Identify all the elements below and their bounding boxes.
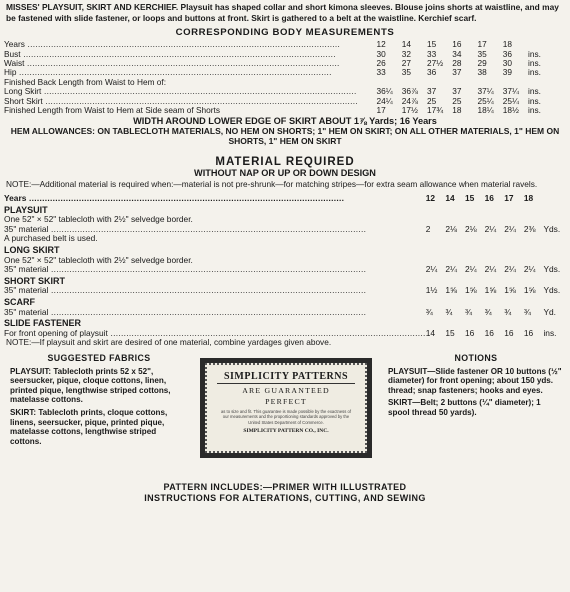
years-label: Years ..... [4, 194, 426, 204]
measurement-label: Finished Length from Waist to Hem at Side seam of Shorts [4, 106, 220, 116]
measurement-value: 18½ [502, 105, 519, 116]
certificate-frame [205, 363, 367, 453]
measurement-value: 18 [452, 105, 462, 116]
measurement-value: 25¼ [502, 95, 519, 106]
material-line-text: A purchased belt is used. [4, 233, 98, 244]
certificate-guarantee-2: PERFECT [265, 396, 307, 406]
material-value: 1⅝ [464, 285, 477, 296]
material-value: 1⅝ [523, 285, 536, 296]
measurement-value: 30 [502, 58, 513, 68]
fabrics-playsuit: PLAYSUIT: Tablecloth prints 52 x 52", seersucker, pique, cloque cottons, linen, printed pique, lengthwise striped cottons, matelasse cottons. [10, 366, 171, 405]
material-unit: ins. [543, 327, 557, 338]
measurement-value: 17½ [401, 105, 418, 116]
measurement-value: 17¾ [427, 105, 444, 116]
material-footnote: NOTE:—If playsuit and skirt are desired of one material, combine yardages given above. [6, 337, 332, 348]
measurement-value: 38 [477, 67, 487, 78]
fabrics-skirt: SKIRT: Tablecloth prints, cloque cottons, linens, seersucker, pique, printed pique, matelasse cottons, lengthwise striped cottons. [10, 407, 168, 446]
measurements-heading: CORRESPONDING BODY MEASUREMENTS [175, 27, 395, 39]
material-value: ¾ [523, 306, 531, 317]
notions-title: NOTIONS [454, 352, 498, 363]
certificate-title: SIMPLICITY PATTERNS [217, 371, 355, 384]
material-table [4, 194, 566, 338]
guarantee-certificate [200, 358, 372, 458]
material-line-text: For front opening of playsuit ..... [4, 329, 426, 339]
measurement-label: Hip ..... [4, 68, 377, 77]
measurement-value: 33 [376, 67, 386, 78]
material-value: 2¼ [445, 264, 457, 275]
material-value: 16 [484, 327, 494, 338]
material-line [4, 234, 566, 244]
material-section-title: LONG SKIRT [4, 245, 60, 255]
measurement-value: 35 [401, 67, 412, 78]
measurement-value: 36 [502, 48, 513, 59]
measurements-table [4, 40, 566, 115]
year-value: 15 [464, 193, 475, 204]
bottom-section [4, 354, 566, 482]
measurement-value: 18 [502, 39, 513, 50]
measurement-value: 24⅞ [401, 95, 418, 106]
material-value: ¾ [464, 306, 472, 317]
measurement-value: 12 [376, 39, 386, 50]
material-value: 2¼ [504, 264, 516, 275]
certificate-fine-print: as to size and fit. This guarantee is made possible by the exactness of our measurements and the proportioning standards approved by the United States Department of Commerce. [220, 408, 352, 425]
measurement-unit: ins. [528, 105, 541, 116]
measurement-value: 18¼ [477, 105, 494, 116]
measurement-label: Bust ..... [4, 50, 377, 59]
measurement-value: 16 [452, 39, 462, 50]
material-value: 2¼ [425, 264, 438, 275]
measurement-label: Years ..... [4, 40, 377, 49]
material-line [4, 308, 566, 318]
includes-line-1: PATTERN INCLUDES:—PRIMER WITH ILLUSTRATED [163, 481, 407, 492]
material-section-title: SCARF [4, 296, 35, 307]
measurement-value: 36¼ [376, 86, 393, 97]
material-unit: Yds. [543, 223, 561, 234]
measurement-value: 28 [452, 58, 462, 68]
measurement-value: 36 [427, 67, 437, 78]
material-section-title: SHORT SKIRT [4, 275, 66, 286]
measurement-value: 24¼ [376, 95, 393, 106]
measurement-value: 14 [401, 39, 412, 50]
material-line-text: 35" material ..... [4, 308, 426, 318]
measurement-value: 25 [452, 95, 462, 106]
measurement-value: 25¼ [477, 95, 494, 106]
instruction-sheet [4, 2, 566, 504]
includes-line-2: INSTRUCTIONS FOR ALTERATIONS, CUTTING, AND SEWING [144, 492, 426, 503]
measurement-label: Finished Back Length from Waist to Hem of: [4, 77, 167, 87]
measurement-unit: ins. [528, 86, 541, 97]
measurement-row [4, 68, 566, 77]
notions-playsuit: PLAYSUIT—Slide fastener OR 10 buttons (½" diameter) for front opening; about 150 yds. thread; snap fasteners; hooks and eyes. [388, 366, 562, 395]
measurement-value: 25 [427, 95, 437, 106]
year-value: 12 [425, 193, 436, 204]
material-value: 2¼ [484, 223, 497, 234]
measurement-value: 17 [376, 105, 386, 116]
measurement-value: 34 [452, 48, 462, 59]
material-value: 16 [504, 327, 514, 338]
material-line [4, 256, 566, 266]
material-unit: Yds. [543, 285, 561, 296]
intro-lead: MISSES' PLAYSUIT, SKIRT AND KERCHIEF. [6, 2, 179, 12]
material-line-text: 35" material ..... [4, 225, 426, 235]
measurement-value: 27½ [427, 58, 444, 68]
measurement-unit: ins. [528, 48, 541, 59]
year-value: 16 [484, 193, 494, 204]
measurement-value: 39 [502, 67, 513, 78]
material-value: 2⅜ [523, 223, 536, 234]
material-value: ¾ [484, 306, 492, 317]
material-line [4, 215, 566, 225]
material-section-row [4, 275, 566, 287]
material-section-row [4, 317, 566, 329]
material-value: 1½ [425, 285, 438, 296]
intro-text: Playsuit has shaped collar and short kimona sleeves. Blouse joins shorts at waistline, and may be fastened with slide fastener, or loops and buttons at front. Skirt is gathered to a belt at the waistline. Kerchief scarf. [6, 2, 559, 23]
material-heading: MATERIAL REQUIRED [215, 156, 355, 169]
material-line [4, 286, 566, 296]
measurement-value: 36⅞ [401, 86, 418, 97]
material-value: 2¼ [523, 264, 536, 275]
material-value: ¾ [425, 306, 433, 317]
material-line-text: One 52" × 52" tablecloth with 2½" selvedge border. [4, 254, 193, 265]
fabrics-title: SUGGESTED FABRICS [47, 352, 151, 363]
material-section-title: SLIDE FASTENER [4, 318, 82, 329]
material-value: 1⅝ [504, 285, 516, 296]
measurement-value: 33 [427, 48, 437, 59]
year-value: 18 [523, 193, 534, 204]
width-note: WIDTH AROUND LOWER EDGE OF SKIRT ABOUT 1⅞ Yards; 16 Years [133, 116, 437, 127]
measurement-label: Short Skirt ..... [4, 97, 377, 106]
material-value: 2 [425, 223, 431, 234]
material-value: 2⅛ [445, 223, 457, 234]
material-value: 14 [425, 327, 436, 338]
material-line-text: One 52" × 52" tablecloth with 2½" selvedge border. [4, 214, 193, 225]
year-value: 17 [504, 193, 514, 204]
material-line [4, 265, 566, 275]
measurement-value: 15 [427, 39, 437, 50]
certificate-guarantee-1: ARE GUARANTEED [242, 385, 330, 395]
measurement-value: 17 [477, 39, 487, 50]
measurement-value: 37 [452, 67, 462, 78]
material-section-row [4, 244, 566, 256]
material-section-row [4, 296, 566, 308]
material-note: NOTE:—Additional material is required when:—material is not pre-shrunk—for matching stripes—for extra seam allowance when material ravels. [6, 179, 538, 190]
year-value: 14 [445, 193, 455, 204]
notions [388, 354, 564, 418]
material-subheading: WITHOUT NAP OR UP OR DOWN DESIGN [194, 168, 376, 179]
measurement-value: 37 [427, 86, 437, 97]
measurement-label: Long Skirt ..... [4, 87, 377, 96]
pattern-includes [4, 482, 566, 504]
measurement-value: 27 [401, 58, 412, 68]
years-row [4, 194, 566, 204]
measurement-unit: ins. [528, 67, 541, 78]
material-value: 2¼ [484, 264, 497, 275]
material-value: 1⅝ [445, 285, 457, 296]
material-section-title: PLAYSUIT [4, 204, 48, 215]
material-value: 2¼ [504, 223, 516, 234]
measurement-value: 26 [376, 58, 386, 68]
measurement-value: 35 [477, 48, 487, 59]
certificate-company: SIMPLICITY PATTERN CO., INC. [243, 428, 329, 435]
measurement-row [4, 106, 566, 115]
material-value: 16 [523, 327, 534, 338]
material-unit: Yds. [543, 264, 561, 275]
material-line-text: 35" material ..... [4, 286, 426, 296]
material-line-text: 35" material ..... [4, 265, 426, 275]
material-value: 1⅝ [484, 285, 497, 296]
suggested-fabrics [10, 354, 188, 446]
material-value: 2¼ [464, 264, 477, 275]
measurement-label: Waist ..... [4, 59, 377, 68]
material-value: ¾ [504, 306, 512, 317]
material-value: 2⅛ [464, 223, 477, 234]
measurement-value: 37¼ [502, 86, 519, 97]
measurement-value: 37 [452, 86, 462, 97]
material-value: 15 [445, 327, 455, 338]
material-value: 16 [464, 327, 475, 338]
notions-skirt: SKIRT—Belt; 2 buttons (¼" diameter); 1 spool thread 50 yards). [388, 398, 541, 417]
measurement-value: 32 [401, 48, 412, 59]
measurement-value: 30 [376, 48, 386, 59]
hem-allowances: HEM ALLOWANCES: ON TABLECLOTH MATERIALS, NO HEM ON SHORTS; 1" HEM ON SKIRT; ON ALL OTHER MATERIALS, 1" HEM ON SHORTS, 1" HEM ON SKIRT [10, 126, 560, 147]
measurement-value: 29 [477, 58, 487, 68]
material-unit: Yd. [543, 306, 557, 317]
measurement-value: 37¼ [477, 86, 494, 97]
intro-paragraph [6, 2, 564, 23]
measurement-unit: ins. [528, 58, 541, 68]
material-value: ¾ [445, 306, 453, 317]
measurement-unit: ins. [528, 95, 541, 106]
